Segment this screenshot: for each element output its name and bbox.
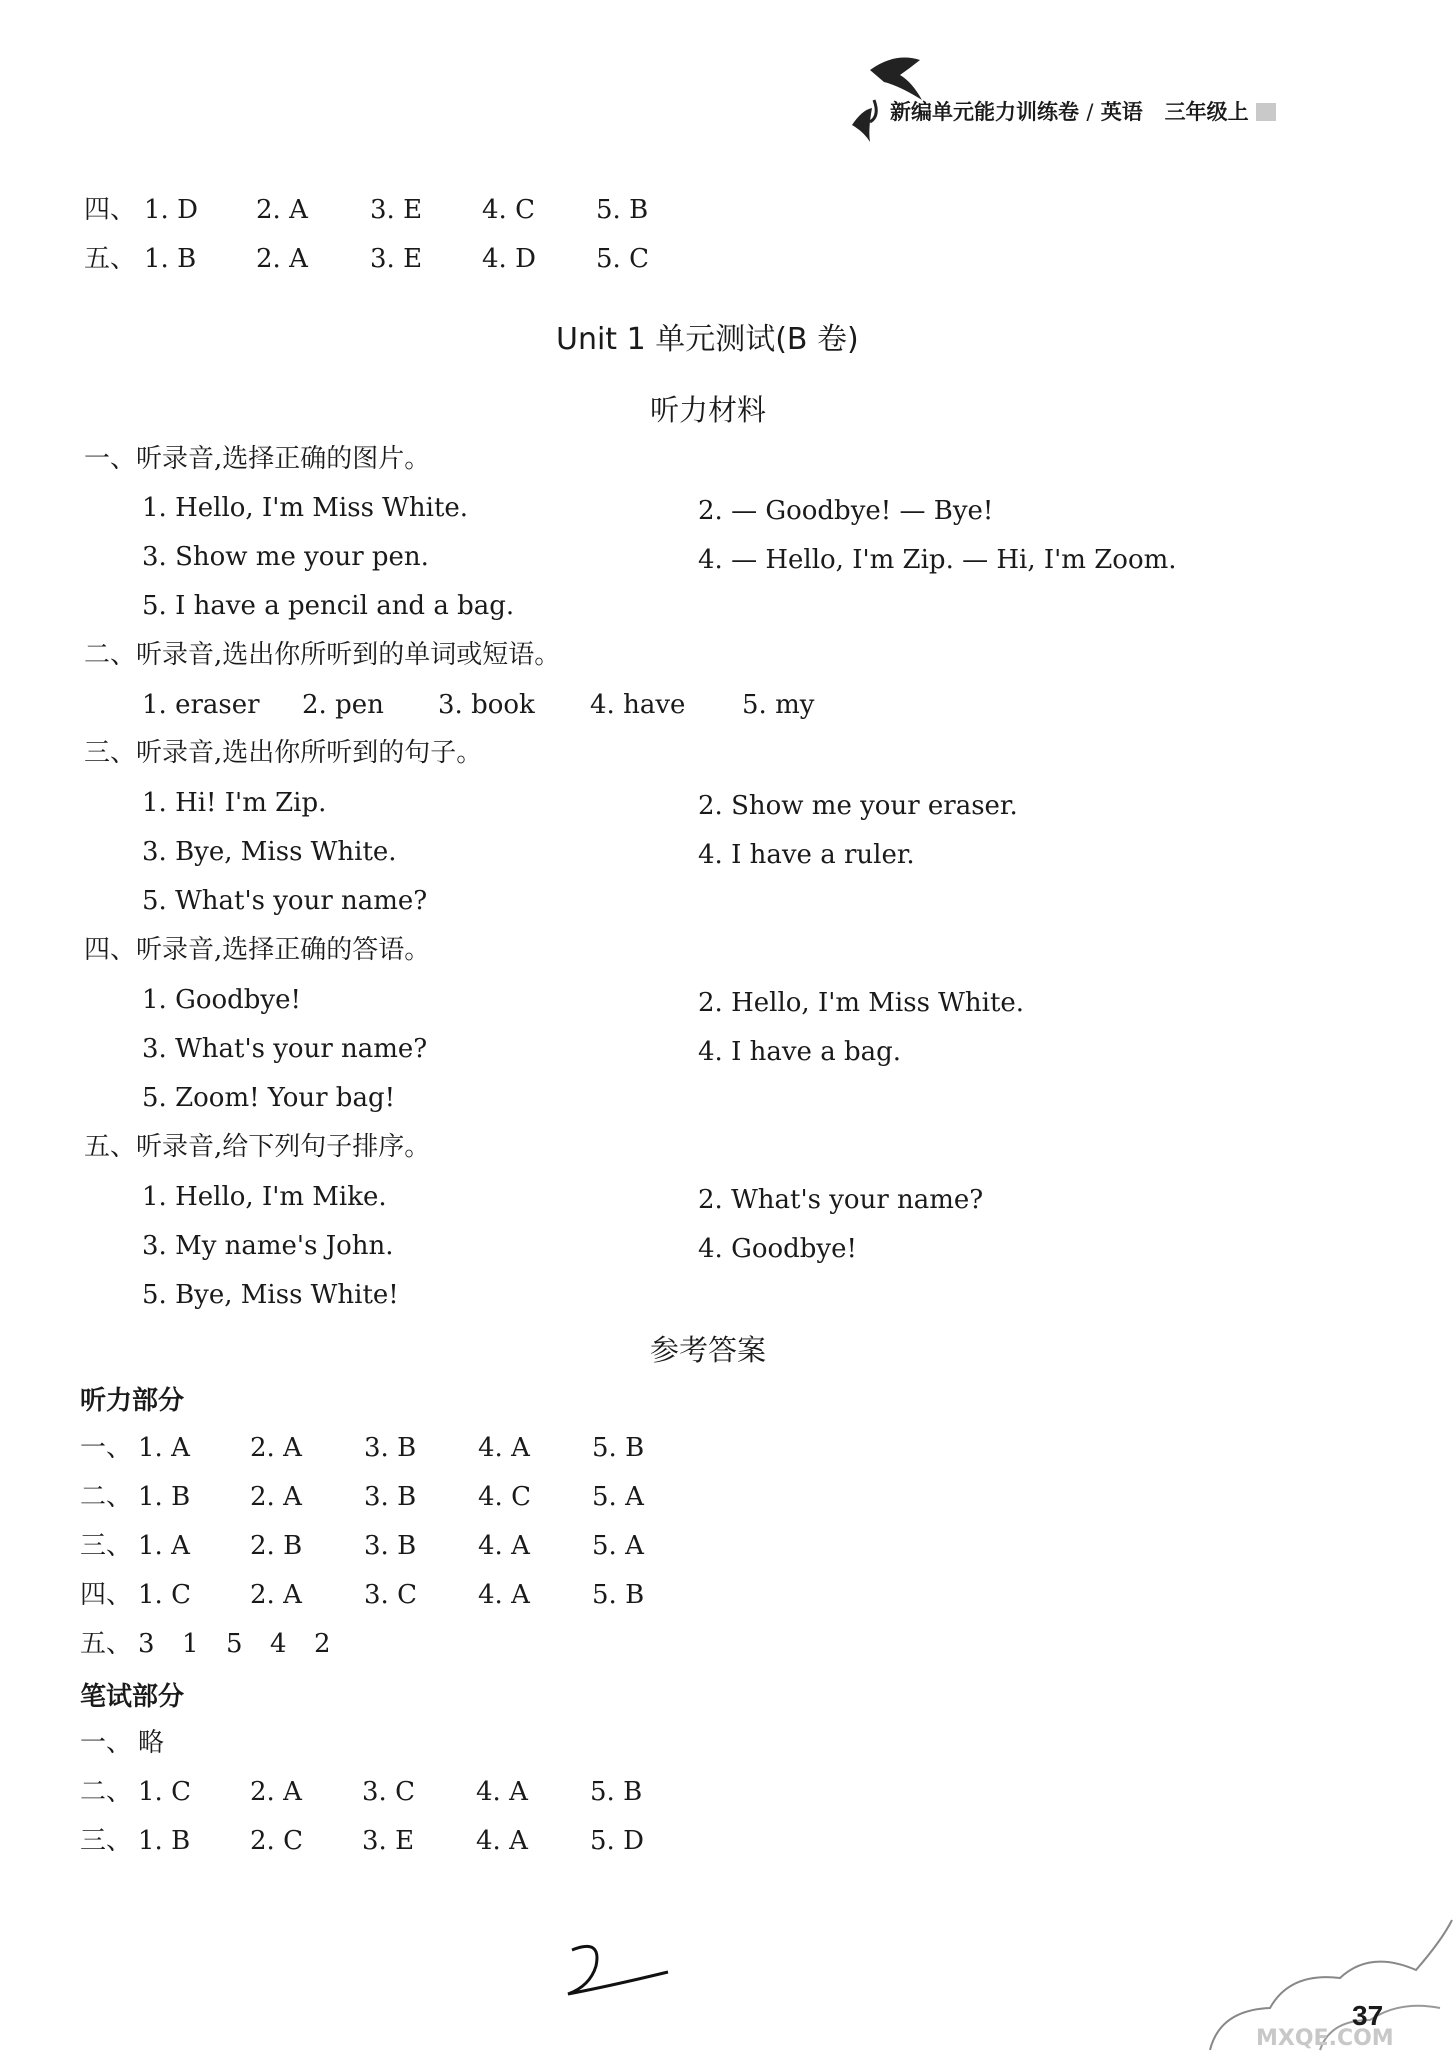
row-number: 一、 (80, 1728, 133, 1758)
list-item: 1. Goodbye! (142, 985, 301, 1015)
list-item: 5. What's your name? (142, 886, 428, 916)
row-number: 三、 (80, 1531, 133, 1561)
header-bird-illustration (840, 30, 940, 150)
section-question: 五、听录音,给下列句子排序。 (84, 1132, 431, 1162)
list-item: 4. I have a bag. (698, 1037, 902, 1067)
answer-item: 2. A (250, 1433, 302, 1463)
list-item: 5. Zoom! Your bag! (142, 1083, 396, 1113)
row-number: 二、 (80, 1777, 133, 1807)
answer-item: 1. C (138, 1580, 191, 1610)
list-item: 2. pen (302, 690, 384, 720)
answer-item: 1. A (138, 1433, 190, 1463)
answer-row (80, 1529, 780, 1563)
list-item: 3. Bye, Miss White. (142, 837, 397, 867)
top-answer-row (84, 242, 784, 276)
answer-item: 1. D (144, 195, 198, 225)
header-square-icon (1256, 103, 1276, 121)
answer-item: 1. B (138, 1482, 191, 1512)
page-number: 37 (1352, 2000, 1384, 2031)
order-item: 1 (182, 1629, 199, 1659)
header-separator: / (1086, 100, 1094, 124)
order-item: 2 (314, 1629, 331, 1659)
answer-item: 5. B (592, 1433, 645, 1463)
list-item: 4. have (590, 690, 686, 720)
answer-item: 4. C (482, 195, 535, 225)
header-subject: 英语 (1100, 100, 1143, 124)
written-part-heading: 笔试部分 (80, 1682, 185, 1712)
header-series: 新编单元能力训练卷 (890, 100, 1079, 124)
order-item: 4 (270, 1629, 287, 1659)
list-item: 5. I have a pencil and a bag. (142, 591, 515, 621)
list-item: 4. I have a ruler. (698, 840, 915, 870)
answer-item: 5. C (596, 244, 649, 274)
answers-title: 参考答案 (650, 1333, 767, 1367)
list-item: 1. Hi! I'm Zip. (142, 788, 327, 818)
answer-item: 3. E (362, 1826, 415, 1856)
word-row (142, 688, 842, 722)
section-question: 四、听录音,选择正确的答语。 (84, 935, 431, 965)
answer-item: 4. A (478, 1580, 530, 1610)
watermark-text: MXQE.COM (1256, 2026, 1394, 2051)
row-number: 四、 (84, 195, 137, 225)
unit-title: Unit 1 单元测试(B 卷) (556, 322, 859, 357)
row-number: 三、 (80, 1826, 133, 1856)
section-question: 一、听录音,选择正确的图片。 (84, 444, 431, 474)
list-item: 3. book (438, 690, 535, 720)
answer-row (80, 1578, 780, 1612)
answer-row (80, 1431, 780, 1465)
answer-item: 5. A (592, 1482, 644, 1512)
answer-item: 4. A (476, 1777, 528, 1807)
answer-item: 3. B (364, 1482, 417, 1512)
answer-item: 5. A (592, 1531, 644, 1561)
answer-item: 1. B (138, 1826, 191, 1856)
section-question: 二、听录音,选出你所听到的单词或短语。 (84, 640, 561, 670)
answer-row (80, 1480, 780, 1514)
list-item: 1. eraser (142, 690, 260, 720)
written-answer-row (80, 1775, 780, 1809)
row-number: 五、 (84, 244, 137, 274)
listening-part-heading: 听力部分 (80, 1386, 185, 1416)
list-item: 4. — Hello, I'm Zip. — Hi, I'm Zoom. (698, 545, 1177, 575)
answer-item: 4. C (478, 1482, 531, 1512)
answer-item: 5. B (590, 1777, 643, 1807)
answer-item: 2. A (256, 195, 308, 225)
answer-item: 2. B (250, 1531, 303, 1561)
top-answer-row (84, 193, 784, 227)
list-item: 5. my (742, 690, 815, 720)
order-item: 5 (226, 1629, 243, 1659)
answer-item: 3. E (370, 195, 423, 225)
list-item: 1. Hello, I'm Mike. (142, 1182, 387, 1212)
list-item: 2. What's your name? (698, 1185, 984, 1215)
section-question: 三、听录音,选出你所听到的句子。 (84, 738, 483, 768)
row-number: 五、 (80, 1629, 133, 1659)
answer-item: 4. A (478, 1531, 530, 1561)
answer-item: 2. A (250, 1580, 302, 1610)
answer-item: 3. B (364, 1531, 417, 1561)
answer-item: 2. A (250, 1777, 302, 1807)
answer-item: 略 (138, 1728, 165, 1758)
answer-item: 4. A (478, 1433, 530, 1463)
written-answer-row (80, 1824, 780, 1858)
listening-material-title: 听力材料 (650, 393, 767, 427)
written-answer-row (80, 1726, 380, 1760)
answer-item: 5. B (596, 195, 649, 225)
answer-item: 1. C (138, 1777, 191, 1807)
header-bar (890, 96, 1276, 126)
row-number: 一、 (80, 1433, 133, 1463)
answer-item: 4. D (482, 244, 536, 274)
row-number: 二、 (80, 1482, 133, 1512)
answer-item: 5. B (592, 1580, 645, 1610)
answer-item: 5. D (590, 1826, 644, 1856)
list-item: 1. Hello, I'm Miss White. (142, 493, 469, 523)
answer-item: 1. B (144, 244, 197, 274)
list-item: 2. Show me your eraser. (698, 791, 1018, 821)
list-item: 4. Goodbye! (698, 1234, 857, 1264)
row-number: 四、 (80, 1580, 133, 1610)
answer-item: 4. A (476, 1826, 528, 1856)
answer-item: 3. E (370, 244, 423, 274)
list-item: 3. My name's John. (142, 1231, 394, 1261)
answer-item: 1. A (138, 1531, 190, 1561)
list-item: 5. Bye, Miss White! (142, 1280, 399, 1310)
answer-item: 3. C (364, 1580, 417, 1610)
list-item: 2. Hello, I'm Miss White. (698, 988, 1025, 1018)
order-answer-row (80, 1627, 480, 1661)
order-item: 3 (138, 1629, 155, 1659)
list-item: 3. What's your name? (142, 1034, 428, 1064)
answer-item: 3. B (364, 1433, 417, 1463)
answer-item: 2. C (250, 1826, 303, 1856)
header-grade: 三年级上 (1164, 100, 1249, 124)
answer-item: 3. C (362, 1777, 415, 1807)
list-item: 2. — Goodbye! — Bye! (698, 496, 994, 526)
list-item: 3. Show me your pen. (142, 542, 429, 572)
answer-item: 2. A (250, 1482, 302, 1512)
swoosh-decoration (560, 1930, 680, 2010)
answer-item: 2. A (256, 244, 308, 274)
